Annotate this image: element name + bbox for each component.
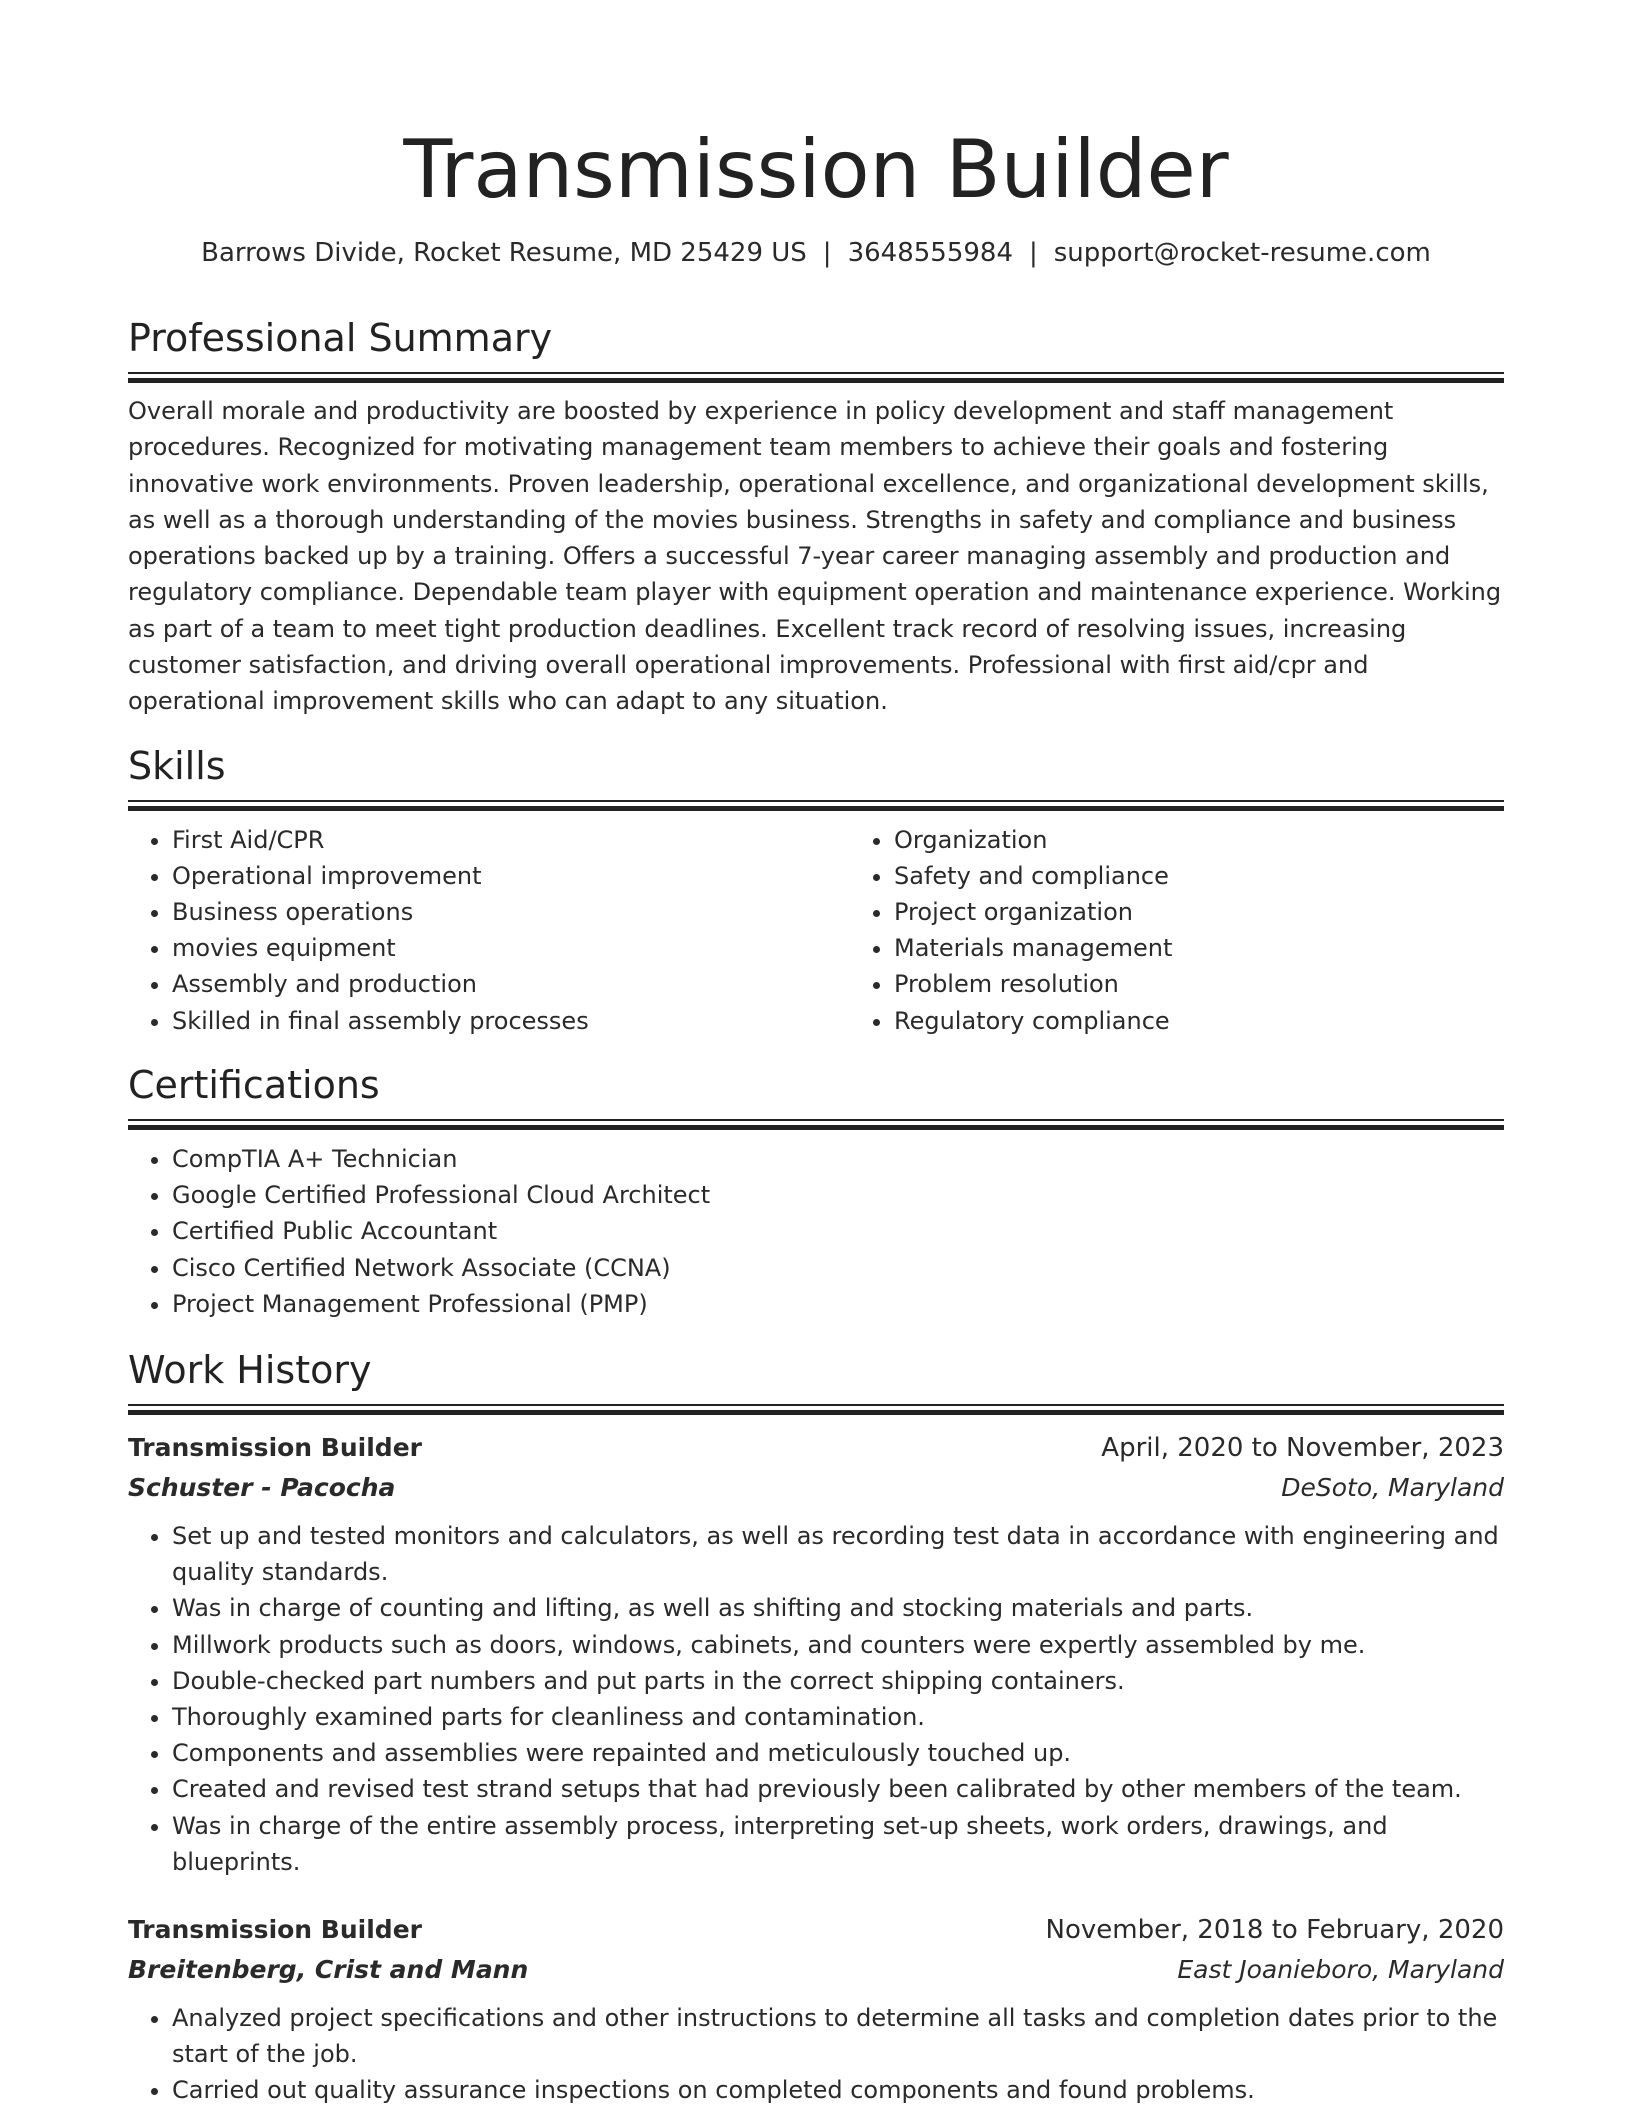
job-duty: • Components and assemblies were repainted and meticulously touched up. [172, 1735, 1504, 1771]
job-company: Breitenberg, Crist and Mann [128, 1954, 529, 1984]
job-subheader [128, 1950, 1504, 1990]
summary-section [128, 314, 1504, 720]
job-duty: • Carried out quality assurance inspections on completed components and found problems. [172, 2072, 1504, 2108]
certification-item: • Project Management Professional (PMP) [172, 1286, 1504, 1322]
certifications-heading: Certifications [128, 1062, 380, 1107]
job-title: Transmission Builder [128, 1914, 422, 1944]
job-header [128, 1910, 1504, 1950]
job-location: East Joanieboro, Maryland [1177, 1954, 1504, 1984]
skill-item: • Operational improvement [172, 858, 850, 894]
job-duty: • Was in charge of the entire assembly process, interpreting set-up sheets, work orders, drawings, and blueprints. [172, 1808, 1504, 1880]
job-duty: • Analyzed project specifications and other instructions to determine all tasks and completion dates prior to the start of the job. [172, 2000, 1504, 2072]
contact-separator: | [822, 238, 832, 268]
section-divider [128, 1404, 1504, 1416]
job-title: Transmission Builder [128, 1432, 422, 1462]
job-duties-list [128, 2000, 1504, 2109]
section-divider [128, 1119, 1504, 1131]
skills-heading: Skills [128, 743, 226, 788]
contact-separator: | [1028, 238, 1038, 268]
job-duty: • Was in charge of counting and lifting, as well as shifting and stocking materials and parts. [172, 1590, 1504, 1626]
certification-item: • Certified Public Accountant [172, 1213, 1504, 1249]
job-duty: • Millwork products such as doors, windows, cabinets, and counters were expertly assembled by me. [172, 1627, 1504, 1663]
job-header [128, 1428, 1504, 1468]
certifications-section [128, 1061, 1504, 1322]
job-location: DeSoto, Maryland [1281, 1472, 1504, 1502]
resume-page [128, 0, 1504, 2109]
job-duties-list [128, 1518, 1504, 1880]
contact-address: Barrows Divide, Rocket Resume, MD 25429 US [201, 238, 807, 268]
skills-grid [128, 822, 1504, 1039]
work-history-section [128, 1346, 1504, 2109]
job-duty: • Double-checked part numbers and put parts in the correct shipping containers. [172, 1663, 1504, 1699]
skill-item: • Project organization [894, 894, 1572, 930]
job-duty: • Created and revised test strand setups that had previously been calibrated by other members of the team. [172, 1771, 1504, 1807]
skill-item: • Organization [894, 822, 1572, 858]
contact-phone: 3648555984 [847, 238, 1013, 268]
job-dates: April, 2020 to November, 2023 [1101, 1432, 1504, 1463]
summary-heading: Professional Summary [128, 316, 553, 360]
job-subheader [128, 1468, 1504, 1508]
skill-item: • Safety and compliance [894, 858, 1572, 894]
summary-text: Overall morale and productivity are boosted by experience in policy development and staff management procedures. Recognized for motivating management team members to achieve their goals and fostering innovative work environments. Proven leadership, operational excellence, and organizational development skills, as well as a thorough understanding of the movies business. Strengths in safety and compliance and business operations backed up by a training. Offers a successful 7-year career managing assembly and production and regulatory compliance. Dependable team player with equipment operation and maintenance experience. Working as part of a team to meet tight production deadlines. Excellent track record of resolving issues, increasing customer satisfaction, and driving overall operational improvements. Professional with first aid/cpr and operational improvement skills who can adapt to any situation. [128, 397, 1502, 716]
skill-item: • movies equipment [172, 930, 850, 966]
skills-list-left [128, 822, 850, 1039]
job-company: Schuster - Pacocha [128, 1472, 396, 1502]
skill-item: • Regulatory compliance [894, 1003, 1572, 1039]
job-duty: • Thoroughly examined parts for cleanliness and contamination. [172, 1699, 1504, 1735]
certifications-list [128, 1141, 1504, 1322]
section-divider [128, 372, 1504, 384]
job-dates: November, 2018 to February, 2020 [1045, 1914, 1504, 1945]
skill-item: • Problem resolution [894, 966, 1572, 1002]
skill-item: • Assembly and production [172, 966, 850, 1002]
skills-list-right [850, 822, 1572, 1039]
skills-section [128, 742, 1504, 1039]
skill-item: • Business operations [172, 894, 850, 930]
candidate-name: Transmission Builder [403, 123, 1229, 216]
skill-item: • Skilled in final assembly processes [172, 1003, 850, 1039]
work-history-heading: Work History [128, 1347, 372, 1392]
certification-item: • Cisco Certified Network Associate (CCNA) [172, 1250, 1504, 1286]
certification-item: • Google Certified Professional Cloud Architect [172, 1177, 1504, 1213]
job-entry [128, 1428, 1504, 1880]
job-entry [128, 1910, 1504, 2109]
skill-item: • First Aid/CPR [172, 822, 850, 858]
section-divider [128, 800, 1504, 812]
contact-email: support@rocket-resume.com [1053, 238, 1431, 268]
contact-line [128, 236, 1504, 270]
skill-item: • Materials management [894, 930, 1572, 966]
job-duty: • Set up and tested monitors and calculators, as well as recording test data in accordance with engineering and quality standards. [172, 1518, 1504, 1590]
certification-item: • CompTIA A+ Technician [172, 1141, 1504, 1177]
